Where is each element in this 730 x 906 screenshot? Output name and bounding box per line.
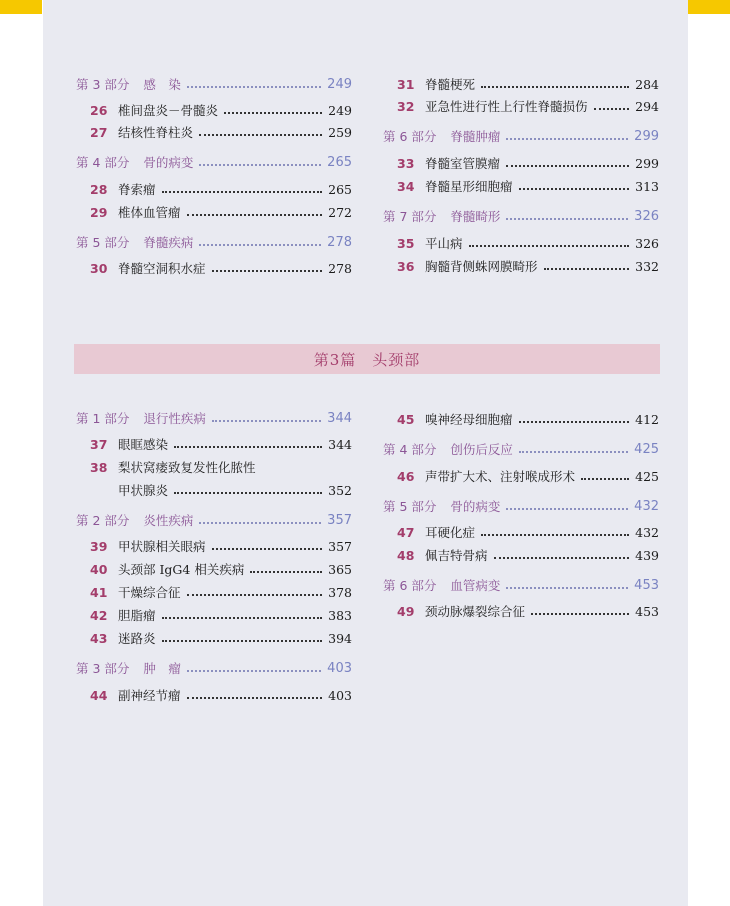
part-title: 脊髓畸形 [450,209,501,224]
chapter-title: 胸髓背侧蛛网膜畸形 [425,259,538,274]
chapter-number: 48 [397,547,415,563]
chapter-title: 耳硬化症 [425,525,476,540]
chapter-number: 39 [90,538,108,554]
toc-entry[interactable] [383,545,659,565]
leader-dots [506,138,628,140]
chapter-number: 29 [90,204,108,220]
corner-accent-left [0,0,42,14]
toc-entry[interactable] [76,628,352,648]
chapter-number: 31 [397,76,415,92]
chapter-number: 36 [397,258,415,274]
part-title: 炎性疾病 [143,513,194,528]
chapter-number: 40 [90,561,108,577]
part-page: 403 [327,660,352,676]
toc-entry[interactable] [76,582,352,602]
toc-entry[interactable] [383,601,659,621]
chapter-page: 249 [328,102,352,118]
chapter-page: 394 [328,630,352,646]
toc-entry[interactable] [383,96,659,116]
leader-dots [519,451,628,453]
chapter-title: 椎间盘炎－骨髓炎 [118,103,219,118]
part-title: 感 染 [143,77,181,92]
leader-dots [212,270,322,272]
part-label: 第 1 部分 [76,411,130,426]
part-page: 265 [327,154,352,170]
toc-part[interactable] [76,658,352,678]
toc-part[interactable] [76,408,352,428]
leader-dots [581,478,629,480]
chapter-page: 284 [635,76,659,92]
chapter-page: 403 [328,687,352,703]
chapter-page: 259 [328,124,352,140]
chapter-page: 265 [328,181,352,197]
chapter-title: 平山病 [425,236,463,251]
leader-dots [531,613,629,615]
chapter-page: 383 [328,607,352,623]
leader-dots [250,571,322,573]
chapter-title: 颈动脉爆裂综合征 [425,604,526,619]
toc-part[interactable] [383,496,659,516]
chapter-title: 甲状腺炎 [118,483,169,498]
chapter-number: 44 [90,687,108,703]
toc-entry[interactable] [76,258,352,278]
part-title: 肿 瘤 [143,661,181,676]
chapter-title: 脊髓梗死 [425,77,476,92]
part-label: 第 4 部分 [76,155,130,170]
chapter-title: 结核性脊柱炎 [118,125,194,140]
part-title: 脊髓疾病 [143,235,194,250]
leader-dots [174,492,322,494]
toc-entry[interactable] [76,457,352,477]
chapter-page: 278 [328,260,352,276]
chapter-number: 43 [90,630,108,646]
chapter-title: 脊索瘤 [118,182,156,197]
toc-part[interactable] [383,439,659,459]
leader-dots [212,420,321,422]
toc-entry[interactable] [76,202,352,222]
part-label: 第 5 部分 [76,235,130,250]
leader-dots [519,188,629,190]
chapter-number: 26 [90,102,108,118]
section-banner: 第3篇 头颈部 [74,344,660,374]
toc-part[interactable] [76,152,352,172]
toc-part[interactable] [383,126,659,146]
chapter-number: 46 [397,468,415,484]
part-title: 骨的病变 [143,155,194,170]
chapter-page: 332 [635,258,659,274]
toc-part[interactable] [76,510,352,530]
leader-dots [162,640,322,642]
toc-part[interactable] [76,232,352,252]
chapter-number: 34 [397,178,415,194]
leader-dots [187,214,322,216]
part-page: 453 [634,577,659,593]
part-label: 第 3 部分 [76,661,130,676]
chapter-title: 佩吉特骨病 [425,548,488,563]
chapter-page: 432 [635,524,659,540]
chapter-number: 49 [397,603,415,619]
chapter-title: 亚急性进行性上行性脊髓损伤 [425,99,588,114]
leader-dots [187,670,321,672]
chapter-page: 344 [328,436,352,452]
part-page: 357 [327,512,352,528]
part-title: 创伤后反应 [450,442,513,457]
toc-entry[interactable] [383,409,659,429]
chapter-page: 313 [635,178,659,194]
chapter-page: 352 [328,482,352,498]
part-title: 脊髓肿瘤 [450,129,501,144]
chapter-title: 副神经节瘤 [118,688,181,703]
chapter-number: 30 [90,260,108,276]
chapter-number: 42 [90,607,108,623]
part-page: 249 [327,76,352,92]
toc-part[interactable] [383,575,659,595]
chapter-title: 眼眶感染 [118,437,169,452]
leader-dots [187,86,321,88]
chapter-number: 27 [90,124,108,140]
chapter-page: 378 [328,584,352,600]
chapter-page: 453 [635,603,659,619]
leader-dots [506,218,628,220]
toc-entry[interactable] [383,256,659,276]
part-label: 第 2 部分 [76,513,130,528]
leader-dots [199,244,321,246]
toc-entry[interactable] [76,179,352,199]
chapter-page: 357 [328,538,352,554]
chapter-page: 425 [635,468,659,484]
chapter-page: 326 [635,235,659,251]
part-title: 退行性疾病 [143,411,206,426]
leader-dots [494,557,629,559]
chapter-title: 迷路炎 [118,631,156,646]
toc-entry[interactable] [76,685,352,705]
chapter-page: 439 [635,547,659,563]
part-label: 第 5 部分 [383,499,437,514]
chapter-title: 干燥综合征 [118,585,181,600]
chapter-page: 365 [328,561,352,577]
leader-dots [187,594,322,596]
chapter-page: 412 [635,411,659,427]
leader-dots [162,617,322,619]
chapter-title: 嗅神经母细胞瘤 [425,412,513,427]
chapter-number: 41 [90,584,108,600]
chapter-number: 28 [90,181,108,197]
leader-dots [519,421,629,423]
chapter-number: 38 [90,459,108,475]
part-page: 326 [634,208,659,224]
chapter-number: 32 [397,98,415,114]
toc-entry[interactable] [76,434,352,454]
leader-dots [199,164,321,166]
chapter-number: 33 [397,155,415,171]
toc-part[interactable] [76,74,352,94]
chapter-page: 272 [328,204,352,220]
toc-entry[interactable] [76,559,352,579]
leader-dots [187,697,322,699]
part-label: 第 7 部分 [383,209,437,224]
part-label: 第 3 部分 [76,77,130,92]
toc-entry[interactable] [76,100,352,120]
leader-dots [199,134,322,136]
chapter-number: 47 [397,524,415,540]
part-label: 第 4 部分 [383,442,437,457]
chapter-title: 脊髓空洞积水症 [118,261,206,276]
chapter-title: 脊髓星形细胞瘤 [425,179,513,194]
chapter-title: 头颈部 IgG4 相关疾病 [118,562,245,577]
chapter-title: 梨状窝瘘致复发性化脓性 [118,460,256,475]
part-page: 278 [327,234,352,250]
chapter-title: 椎体血管瘤 [118,205,181,220]
leader-dots [481,534,629,536]
chapter-number: 35 [397,235,415,251]
toc-entry[interactable] [383,466,659,486]
part-page: 344 [327,410,352,426]
leader-dots [544,268,629,270]
leader-dots [594,108,629,110]
toc-part[interactable] [383,206,659,226]
toc-entry-continuation[interactable] [76,480,352,500]
toc-entry[interactable] [383,176,659,196]
toc-entry[interactable] [76,605,352,625]
chapter-title: 声带扩大术、注射喉成形术 [425,469,576,484]
leader-dots [174,446,322,448]
chapter-title: 甲状腺相关眼病 [118,539,206,554]
leader-dots [469,245,629,247]
leader-dots [162,191,322,193]
toc-entry[interactable] [383,522,659,542]
part-page: 425 [634,441,659,457]
part-label: 第 6 部分 [383,129,437,144]
chapter-number: 37 [90,436,108,452]
toc-entry[interactable] [383,153,659,173]
chapter-title: 胆脂瘤 [118,608,156,623]
leader-dots [199,522,321,524]
leader-dots [481,86,629,88]
leader-dots [506,587,628,589]
leader-dots [212,548,322,550]
chapter-title: 脊髓室管膜瘤 [425,156,501,171]
part-title: 血管病变 [450,578,501,593]
chapter-page: 294 [635,98,659,114]
part-page: 432 [634,498,659,514]
corner-accent-right [688,0,730,14]
part-label: 第 6 部分 [383,578,437,593]
leader-dots [506,508,628,510]
chapter-page: 299 [635,155,659,171]
leader-dots [224,112,322,114]
leader-dots [506,165,629,167]
part-page: 299 [634,128,659,144]
chapter-number: 45 [397,411,415,427]
toc-entry[interactable] [383,233,659,253]
toc-entry[interactable] [383,74,659,94]
toc-entry[interactable] [76,122,352,142]
toc-entry[interactable] [76,536,352,556]
part-title: 骨的病变 [450,499,501,514]
